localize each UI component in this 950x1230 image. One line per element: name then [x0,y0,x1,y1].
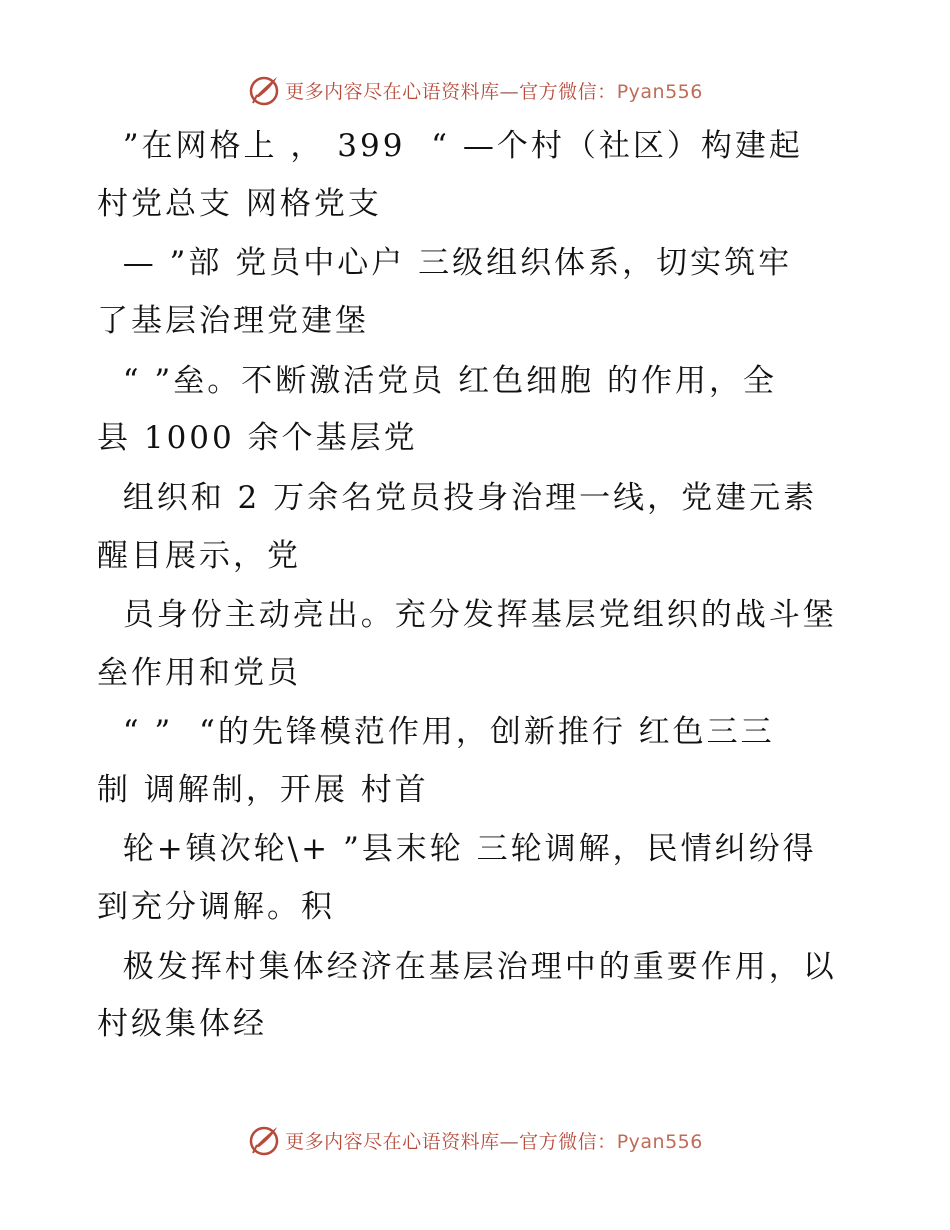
header-wechat-id: Pyan556 [616,80,703,103]
body-line: 垒作用和党员 [97,655,301,691]
body-line: 到充分调解。积 [97,889,335,925]
body-line: ”在网格上 ， 399 “ —个村（社区）构建起 [97,128,803,164]
quill-logo-icon [247,1123,281,1157]
body-line: “ ” “的先锋模范作用，创新推行 红色三三 [97,714,775,750]
footer-separator: — [499,1130,520,1153]
header-separator: — [499,80,520,103]
body-line: 组织和 2 万余名党员投身治理一线，党建元素 [97,480,818,516]
footer-banner [0,1118,950,1162]
body-line: 员身份主动亮出。充分发挥基层党组织的战斗堡 [97,597,837,633]
body-line: 了基层治理党建堡 [97,303,369,339]
body-line: 村党总支 网格党支 [97,186,382,222]
body-line: 醒目展示，党 [97,538,301,574]
header-site-slogan: 更多内容尽在心语资料库 [285,80,500,103]
body-line: “ ”垒。不断激活党员 红色细胞 的作用，全 [97,363,777,399]
body-line: 村级集体经 [97,1006,267,1042]
footer-site-slogan: 更多内容尽在心语资料库 [285,1130,500,1153]
header-wechat-label: 官方微信： [519,80,617,103]
footer-banner-text [285,1127,703,1154]
footer-wechat-label: 官方微信： [519,1130,617,1153]
body-line: 县 1000 余个基层党 [97,420,418,456]
body-line: 制 调解制，开展 村首 [97,772,429,808]
footer-wechat-id: Pyan556 [616,1130,703,1153]
body-line: 极发挥村集体经济在基层治理中的重要作用，以 [97,949,837,985]
body-line: — ”部 党员中心户 三级组织体系，切实筑牢 [97,245,793,281]
body-line: 轮+镇次轮\+ ”县末轮 三轮调解，民情纠纷得 [97,831,817,867]
